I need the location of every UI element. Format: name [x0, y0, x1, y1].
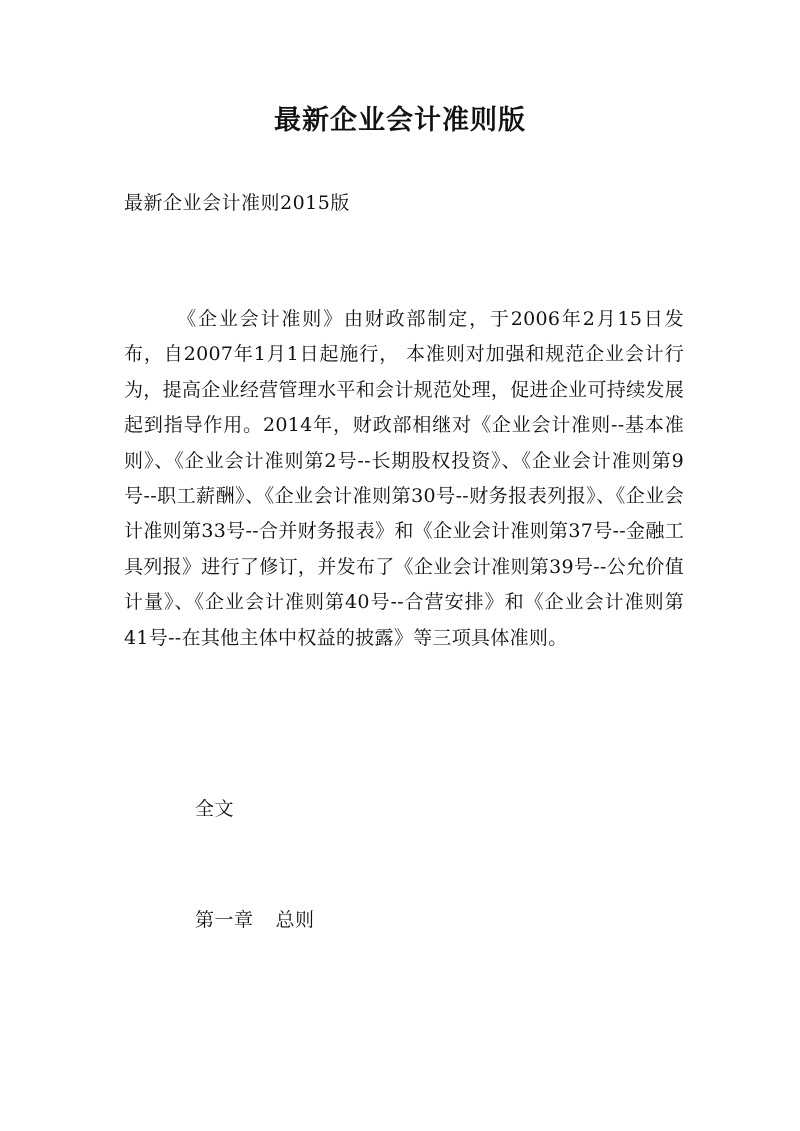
chapter-title: 总则 [275, 909, 315, 931]
chapter-heading [195, 905, 315, 932]
document-title: 最新企业会计准则版 [274, 105, 526, 136]
intro-paragraph: 《企业会计准则》由财政部制定，于2006年2月15日发布，自2007年1月1日起施行， 本准则对加强和规范企业会计行为，提高企业经营管理水平和会计规范处理，促进企业可持续发展起到指导作用。2014年，财政部相继对《企业会计准则--基本准则》、《企业会计准则第2号--长期股权投资》、《企业会计准则第9号--职工薪酬》、《企业会计准则第30号--财务报表列报》、《企业会计准则第33号--合并财务报表》和《企业会计准则第37号--金融工具列报》进行了修订，并发布了《企业会计准则第39号--公允价值计量》、《企业会计准则第40号--合营安排》和《企业会计准则第41号--在其他主体中权益的披露》等三项具体准则。 [124, 308, 684, 649]
full-text-label: 全文 [195, 798, 235, 820]
document-subtitle: 最新企业会计准则2015版 [124, 192, 350, 214]
chapter-number: 第一章 [195, 909, 254, 931]
